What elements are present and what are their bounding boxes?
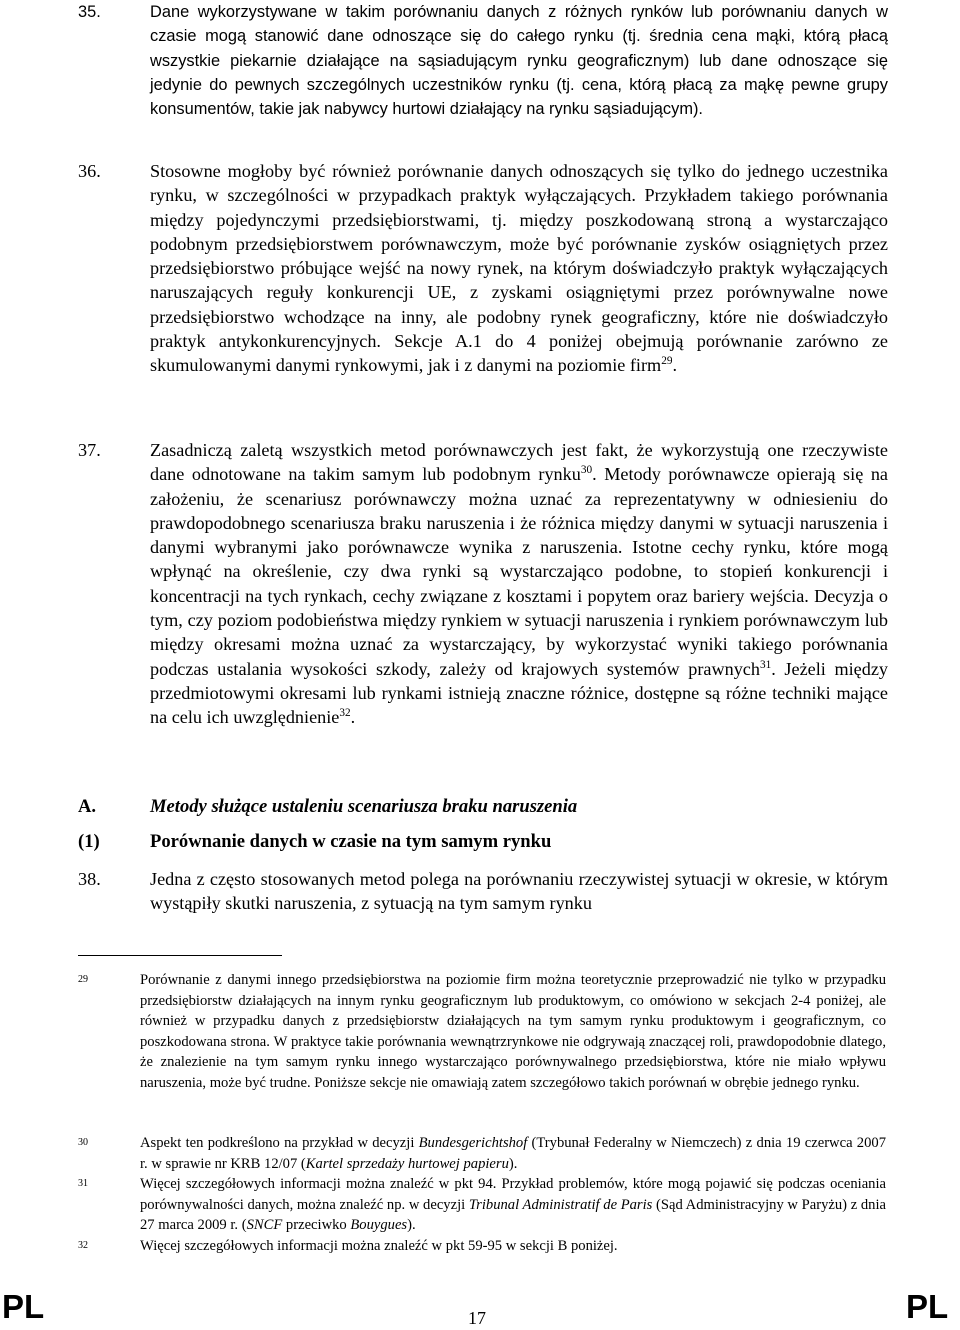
paragraph-text	[150, 438, 888, 730]
language-code-left: PL	[2, 1288, 45, 1325]
paragraph-text-end: .	[672, 355, 677, 376]
footnote-text-part: ).	[508, 1155, 518, 1172]
footnote-number: 29	[78, 974, 88, 985]
footnote-text: Więcej szczegółowych informacji można znaleźć w pkt 59-95 w sekcji B poniżej.	[140, 1238, 618, 1254]
page-number: 17	[468, 1308, 486, 1328]
paragraph-text-main: Stosowne mogłoby być również porównanie danych odnoszących się tylko do jednego uczestnika rynku, w szczególności w przypadkach praktyk wyłączających. Przykładem takiego porównania między pojedynczymi przedsiębiorstwami, tj. między poszkodowaną stroną a wystarczająco podobnym przedsiębiorstwem porównawczym, może być porównanie zysków osiągniętych przez przedsiębiorstwo próbujące wejść na nowy rynek, na którym doświadczyło praktyk wyłączających naruszających reguły konkurencji UE, z zyskami osiągniętymi przez porównywalne nowe przedsiębiorstwo wchodzące na inny, ale podobny rynek geograficzny, które nie doświadczyło praktyk antykonkurencyjnych. Sekcje A.1 do 4 poniżej obejmują porównanie zarówno ze skumulowanymi danymi rynkowymi, jak i z danymi na poziomie firm	[150, 161, 888, 376]
section-heading-a	[78, 796, 577, 818]
footnote-italic-part: Bouygues	[350, 1217, 408, 1233]
paragraph-37	[78, 438, 888, 730]
heading-number: (1)	[78, 831, 100, 852]
paragraph-text	[150, 159, 888, 378]
heading-number: A.	[78, 796, 97, 817]
footnote-separator	[78, 955, 282, 956]
footnote-text-part: ).	[407, 1217, 416, 1233]
paragraph-38	[78, 867, 888, 916]
footnote-text-part: Aspekt ten podkreślono na przykład w decyzji	[140, 1135, 419, 1151]
paragraph-text: Dane wykorzystywane w takim porównaniu danych z różnych rynków lub porównaniu danych w czasie mogą stanowić dane odnoszące się do całego rynku (tj. średnia cena mąki, którą płacą wszystkie piekarnie działające na sąsiadującym rynku geograficznym) lub dane odnoszące się jedynie do pewnych szczególnych uczestników rynku (tj. cena, którą płacą za mąkę pewne grupy konsumentów, takie jak nabywcy hurtowi działający na rynku sąsiadującym).	[150, 3, 888, 119]
footnote-text-part: (Trybunał Federalny w Niemczech) z dnia 19 czerwca 2007 r. w sprawie nr KRB 12/07 (	[140, 1135, 886, 1172]
paragraph-text-part: .	[350, 707, 356, 728]
footnote-30	[78, 1133, 886, 1174]
footnote-ref[interactable]: 30	[580, 464, 593, 477]
paragraph-text-part: . Metody porównawcze opierają się na założeniu, że scenariusz porównawczy można uznać za reprezentatywny w odniesieniu do prawdopodobnego scenariusza braku naruszenia i że różnica między danymi w sytuacji naruszenia i danymi wybranymi jako porównawcze wynika z naruszenia. Istotne cechy rynku, które mogą wpłynąć na określenie, czy dwa rynki są wystarczająco podobne, to stopień konkurencji i koncentracji na tych rynkach, cechy związane z kosztami i popytem oraz bariery wejścia. Decyzja o tym, czy poziom podobieństwa między rynkiem w sytuacji naruszenia i rynkiem porównawczym lub między okresami można uznać za wystarczający, by wykorzystać wyniki takiego porównania podczas ustalania wysokości szkody, zależy od krajowych systemów prawnych	[150, 464, 888, 679]
paragraph-text-part: . Jeżeli między przedmiotowymi okresami lub rynkami istnieją znaczne różnice, dostępne są różne techniki mające na celu ich uwzględnienie	[150, 658, 888, 728]
paragraph-text-part: Zasadniczą zaletą wszystkich metod porównawczych jest fakt, że wykorzystują one rzeczywiste dane odnotowane na takim samym lub podobnym rynku	[150, 440, 888, 485]
footnote-31	[78, 1174, 886, 1236]
paragraph-text: Jedna z często stosowanych metod polega na porównaniu rzeczywistej sytuacji w okresie, w którym wystąpiły skutki naruszenia, z sytuacją na tym samym rynku	[150, 869, 888, 914]
paragraph-35	[78, 0, 888, 121]
footnote-ref[interactable]: 32	[339, 707, 351, 720]
footnote-text-part: Więcej szczegółowych informacji można znaleźć w pkt 94. Przykład problemów, które mogą pojawić się podczas oceniania porównywalności danych, można znaleźć np. w decyzji	[140, 1176, 886, 1213]
heading-text: Metody służące ustaleniu scenariusza braku naruszenia	[150, 796, 578, 817]
footnote-number: 31	[78, 1178, 88, 1189]
footnote-text: Porównanie z danymi innego przedsiębiorstwa na poziomie firm można teoretycznie przeprowadzić nie tylko w przypadku przedsiębiorstw działających na innym rynku geograficznym lub produktowym, co omówiono w sekcjach 2-4 poniżej, ale również w przypadku danych z przedsiębiorstw działających na tym samym rynku produktowym i geograficznym, co poszkodowana strona. W praktyce takie porównania wewnątrzrynkowe nie odgrywają znaczącej roli, prawdopodobnie dlatego, że znalezienie na tym samym rynku innego wystarczająco porównywalnego przedsiębiorstwa, które nie miało wpływu naruszenia, może być trudne. Poniższe sekcje nie omawiają zatem szczegółowo takich porównań w obrębie jednego rynku.	[140, 972, 886, 1091]
section-heading-1	[78, 831, 551, 853]
paragraph-number: 35.	[78, 3, 101, 21]
footnote-text-part: przeciwko	[282, 1217, 351, 1233]
paragraph-number: 38.	[78, 869, 101, 889]
footnote-italic-part: Bundesgerichtshof	[418, 1135, 528, 1151]
footnote-number: 30	[78, 1137, 88, 1148]
paragraph-number: 36.	[78, 161, 101, 181]
footnote-text-part: (Sąd Administracyjny w Paryżu) z dnia 27 marca 2009 r. (	[140, 1196, 886, 1233]
footnote-32	[78, 1236, 886, 1257]
heading-text: Porównanie danych w czasie na tym samym rynku	[150, 831, 552, 852]
language-code-right: PL	[906, 1288, 949, 1325]
footnote-ref[interactable]: 31	[759, 658, 772, 671]
footnote-text	[140, 1133, 886, 1174]
paragraph-36	[78, 159, 888, 378]
footnote-text	[140, 1174, 886, 1236]
footnote-29	[78, 970, 886, 1093]
footnote-ref[interactable]: 29	[661, 355, 673, 368]
footnote-italic-part: Tribunal Administratif de Paris	[468, 1196, 653, 1213]
footnote-italic-part: Kartel sprzedaży hurtowej papieru	[305, 1155, 509, 1172]
paragraph-number: 37.	[78, 440, 101, 460]
footnote-italic-part: SNCF	[246, 1217, 283, 1233]
footnote-number: 32	[78, 1240, 88, 1251]
